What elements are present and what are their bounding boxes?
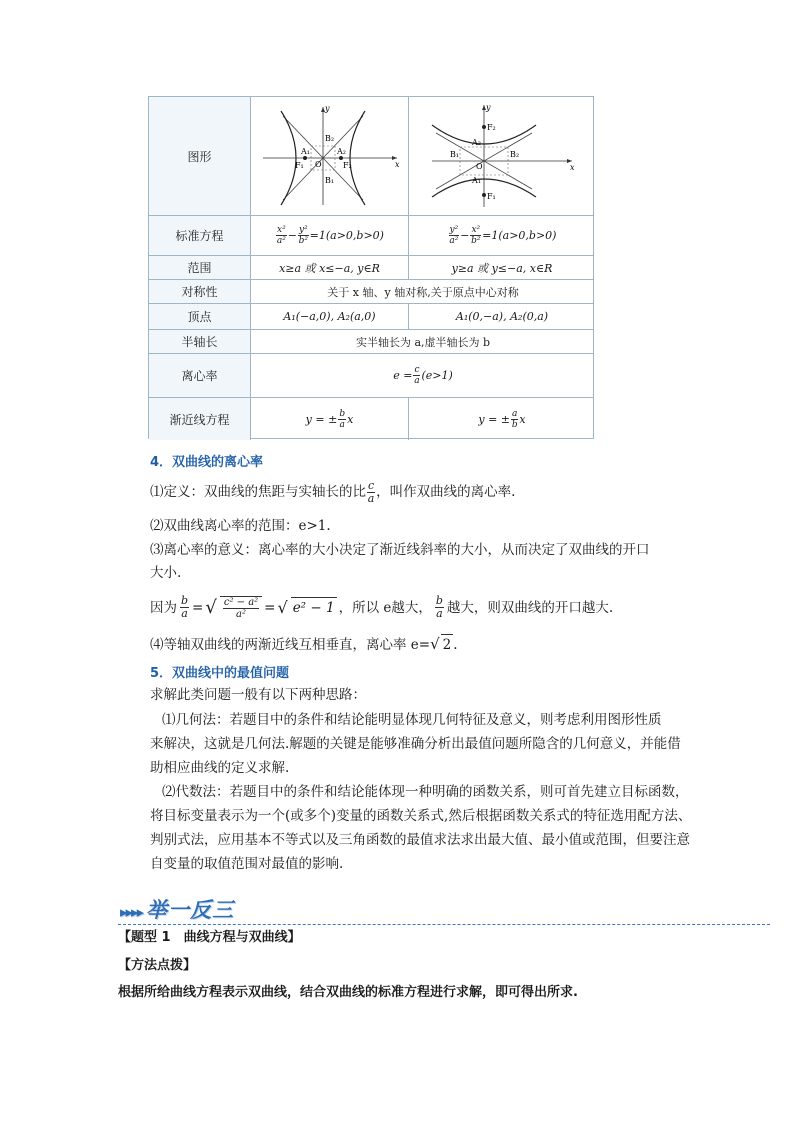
x-axis-label: x [570, 163, 575, 172]
figure-vertical-hyperbola [409, 97, 595, 215]
table-row-standard-equation [149, 215, 593, 255]
method-tip-text: 根据所给曲线方程表示双曲线，结合双曲线的标准方程进行求解，即可得出所求. [118, 985, 578, 1000]
algebraic-method-line2: 将目标变量表示为一个(或多个)变量的函数关系式,然后根据函数关系式的特征选用配方法、 [150, 808, 692, 824]
y-axis-label: y [486, 103, 491, 112]
table-row-symmetry [149, 279, 593, 303]
hyperbola-x-axis-graph [255, 101, 405, 211]
row-label: 范围 [149, 256, 251, 279]
symmetry-value: 关于 x 轴、y 轴对称,关于原点中心对称 [327, 285, 519, 299]
asymptote-y: y = ± $\frac{a}{b}$ x [478, 408, 526, 430]
figure-horizontal-hyperbola [251, 97, 409, 215]
row-label: 离心率 [149, 354, 251, 397]
definition-paragraph: ⑴定义：双曲线的焦距与实轴长的比 $\frac{c}{a}$ ，叫作双曲线的离心率. [150, 479, 516, 505]
equilateral-hyperbola-paragraph: ⑷等轴双曲线的两渐近线互相垂直，离心率 e=√ 2 . [150, 635, 458, 653]
geometric-method-line1: ⑴几何法：若题目中的条件和结论能明显体现几何特征及意义，则考虑利用图形性质 [162, 712, 662, 728]
row-label: 顶点 [149, 304, 251, 329]
x-axis-label: x [394, 160, 400, 169]
hyperbola-properties-table [148, 96, 594, 439]
semi-axis-value: 实半轴长为 a,虚半轴长为 b [355, 335, 491, 349]
banner-divider [118, 924, 770, 925]
section-5-heading: 5．双曲线中的最值问题 [150, 666, 290, 681]
standard-equation-y: $\frac{\text{y²}}{\text{a²}}$ − $\frac{\text{x²}}{\text{b²}}$ =1(a>0,b>0) [449, 225, 557, 246]
algebraic-method-line4: 自变量的取值范围对最值的影响. [150, 856, 344, 872]
eccentricity-formula: e = $\frac{c}{a}$ (e>1) [393, 365, 453, 386]
meaning-paragraph-line2: 大小. [150, 565, 182, 581]
origin-label: O [476, 162, 483, 171]
point-label-a2: A₂ [336, 147, 346, 156]
point-label-b2: B₂ [324, 134, 334, 143]
section-4-heading: 4．双曲线的离心率 [150, 455, 264, 470]
banner-arrows-icon: ▸▸▸▸ [120, 903, 143, 921]
range-x: x≥a 或 x≤−a, y∈R [251, 256, 409, 279]
vertex-y: A₁(0,−a), A₂(0,a) [455, 310, 549, 323]
point-label-b1: B₁ [324, 176, 334, 185]
table-row-eccentricity [149, 353, 593, 397]
question-type-title: 【题型 1 曲线方程与双曲线】 [118, 930, 301, 945]
table-row-figure [149, 97, 593, 215]
point-label-f2: F₂ [487, 123, 496, 132]
geometric-method-line3: 助相应曲线的定义求解. [150, 760, 290, 776]
algebraic-method-line3: 判别式法，应用基本不等式以及三角函数的最值求法求出最大值、最小值或范围，但要注意 [150, 832, 690, 848]
asymptote-x: y = ± $\frac{b}{a}$ x [251, 398, 409, 440]
row-label: 渐近线方程 [149, 398, 251, 440]
point-label-b2: B₂ [510, 150, 520, 159]
banner-title: 举一反三 [146, 898, 235, 922]
table-row-range [149, 255, 593, 279]
point-label-a2: A₂ [472, 138, 481, 147]
point-label-f1: F₁ [294, 161, 304, 170]
practice-banner [120, 894, 234, 924]
because-formula-line: 因为 $\frac{b}{a}$ = √ $\frac{\text{c² − a²}}{\text{a²}}$ = √ e² − 1 ，所以 e越大， $\frac{b}{a}$ 越大，则双曲线的开口越大. [150, 594, 614, 620]
row-label: 标准方程 [149, 216, 251, 255]
row-label: 图形 [149, 97, 251, 215]
table-row-semi-axis [149, 329, 593, 353]
point-label-a1: A₁ [472, 176, 481, 185]
meaning-paragraph-line1: ⑶离心率的意义：离心率的大小决定了渐近线斜率的大小，从而决定了双曲线的开口 [150, 542, 650, 558]
vertex-x: A₁(−a,0), A₂(a,0) [251, 304, 409, 329]
geometric-method-line2: 来解决，这就是几何法.解题的关键是能够准确分析出最值问题所隐含的几何意义，并能借 [150, 736, 681, 752]
eccentricity-range-paragraph: ⑵双曲线离心率的范围：e>1. [150, 518, 331, 534]
intro-paragraph: 求解此类问题一般有以下两种思路： [150, 687, 366, 703]
point-label-f1: F₁ [487, 192, 496, 201]
row-label: 对称性 [149, 280, 251, 303]
algebraic-method-line1: ⑵代数法：若题目中的条件和结论能体现一种明确的函数关系，则可首先建立目标函数， [162, 784, 689, 800]
standard-equation-x: $\frac{\text{x²}}{\text{a²}}$ − $\frac{\text{y²}}{\text{b²}}$ =1(a>0,b>0) [251, 216, 409, 255]
hyperbola-y-axis-graph [422, 101, 582, 211]
point-label-f2: F₂ [342, 161, 352, 170]
point-label-b1: B₁ [450, 150, 460, 159]
method-tip-title: 【方法点拨】 [118, 958, 197, 973]
range-y: y≥a 或 y≤−a, x∈R [451, 261, 553, 275]
y-axis-label: y [324, 104, 330, 113]
table-row-asymptote [149, 397, 593, 440]
row-label: 半轴长 [149, 330, 251, 353]
origin-label: O [314, 160, 322, 169]
point-label-a1: A₁ [300, 147, 310, 156]
table-row-vertex [149, 303, 593, 329]
